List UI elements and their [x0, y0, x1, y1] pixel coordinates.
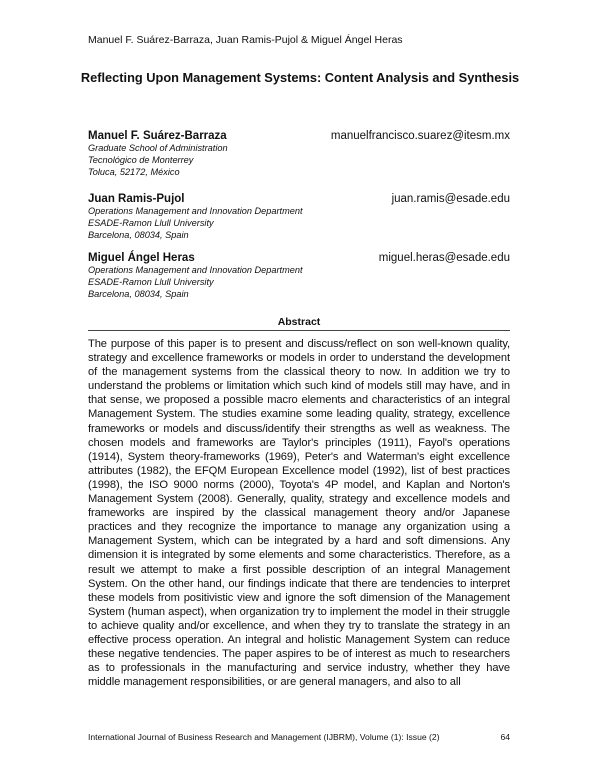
author-email: miguel.heras@esade.edu	[378, 252, 510, 264]
author-affiliation-line: Barcelona, 08034, Spain	[88, 289, 189, 300]
page-number: 64	[500, 732, 510, 742]
abstract-body: The purpose of this paper is to present and discuss/reflect on son well-known quality, strategy and excellence frameworks or models in order to understand the development of the management systems from the classical theory to now. In addition we try to understand the problems or limitation which such kind of models still may have, and in that sense, we proposed a possible macro elements and characteristics of an integral Management System. The studies examine some leading quality, strategy, excellence frameworks or models and discuss/identify their strengths as well as weakness. The chosen models and frameworks are Taylor's principles (1911), Fayol's operations (1914), System theory-frameworks (1969), Peter's and Waterman's eight excellence attributes (1982), the EFQM European Excellence model (1992), list of best practices (1998), the ISO 9000 norms (2000), Toyota's 4P model, and Kaplan and Norton's Management System (2008). Generally, quality, strategy and excellence models and frameworks are inspired by the classical management theory and/or Japanese practices and they recognize the importance to manage any organization using a Management System, which can be integrated by a hard and soft dimensions. Any dimension it is integrated by some elements and some characteristics. Therefore, as a result we attempt to make a first possible description of an integral Management System. On the other hand, our findings indicate that there are tendencies to interpret these models from positivistic view and ignore the soft dimension of the Management System (human aspect), when organization try to implement the model in their struggle to achieve quality and/or excellence, and when they try to translate the strategy in an effective process operation. An integral and holistic Management System can reduce these negative tendencies. The paper aspires to be of interest as much to researchers as to professionals in the manufacturing and service industry, whether they have middle management responsibilities, or are general managers, and also to all	[88, 338, 510, 689]
author-name: Miguel Ángel Heras	[88, 252, 195, 264]
author-affiliation-line: Toluca, 52172, México	[88, 167, 180, 178]
abstract-divider	[88, 330, 510, 331]
author-affiliation-line: ESADE-Ramon Llull University	[88, 218, 214, 229]
running-head: Manuel F. Suárez-Barraza, Juan Ramis-Pujol & Miguel Ángel Heras	[88, 34, 403, 46]
author-email: juan.ramis@esade.edu	[391, 193, 510, 205]
author-name: Juan Ramis-Pujol	[88, 193, 185, 205]
author-affiliation-line: Graduate School of Administration	[88, 143, 228, 153]
author-affiliation-line: Operations Management and Innovation Department	[88, 206, 303, 216]
author-affiliation-line: Operations Management and Innovation Department	[88, 265, 303, 275]
author-affiliation-line: Barcelona, 08034, Spain	[88, 230, 189, 241]
paper-title: Reflecting Upon Management Systems: Content Analysis and Synthesis	[80, 70, 520, 85]
author-block	[88, 252, 510, 301]
abstract-heading: Abstract	[277, 316, 321, 328]
author-block	[88, 130, 510, 179]
author-affiliation-line: Tecnológico de Monterrey	[88, 155, 194, 166]
author-affiliation-line: ESADE-Ramon Llull University	[88, 277, 214, 288]
page-footer	[88, 732, 510, 742]
author-email: manuelfrancisco.suarez@itesm.mx	[330, 130, 510, 142]
author-name: Manuel F. Suárez-Barraza	[88, 130, 227, 142]
journal-citation: International Journal of Business Research and Management (IJBRM), Volume (1): Issue (2)	[88, 732, 440, 742]
author-block	[88, 193, 510, 242]
